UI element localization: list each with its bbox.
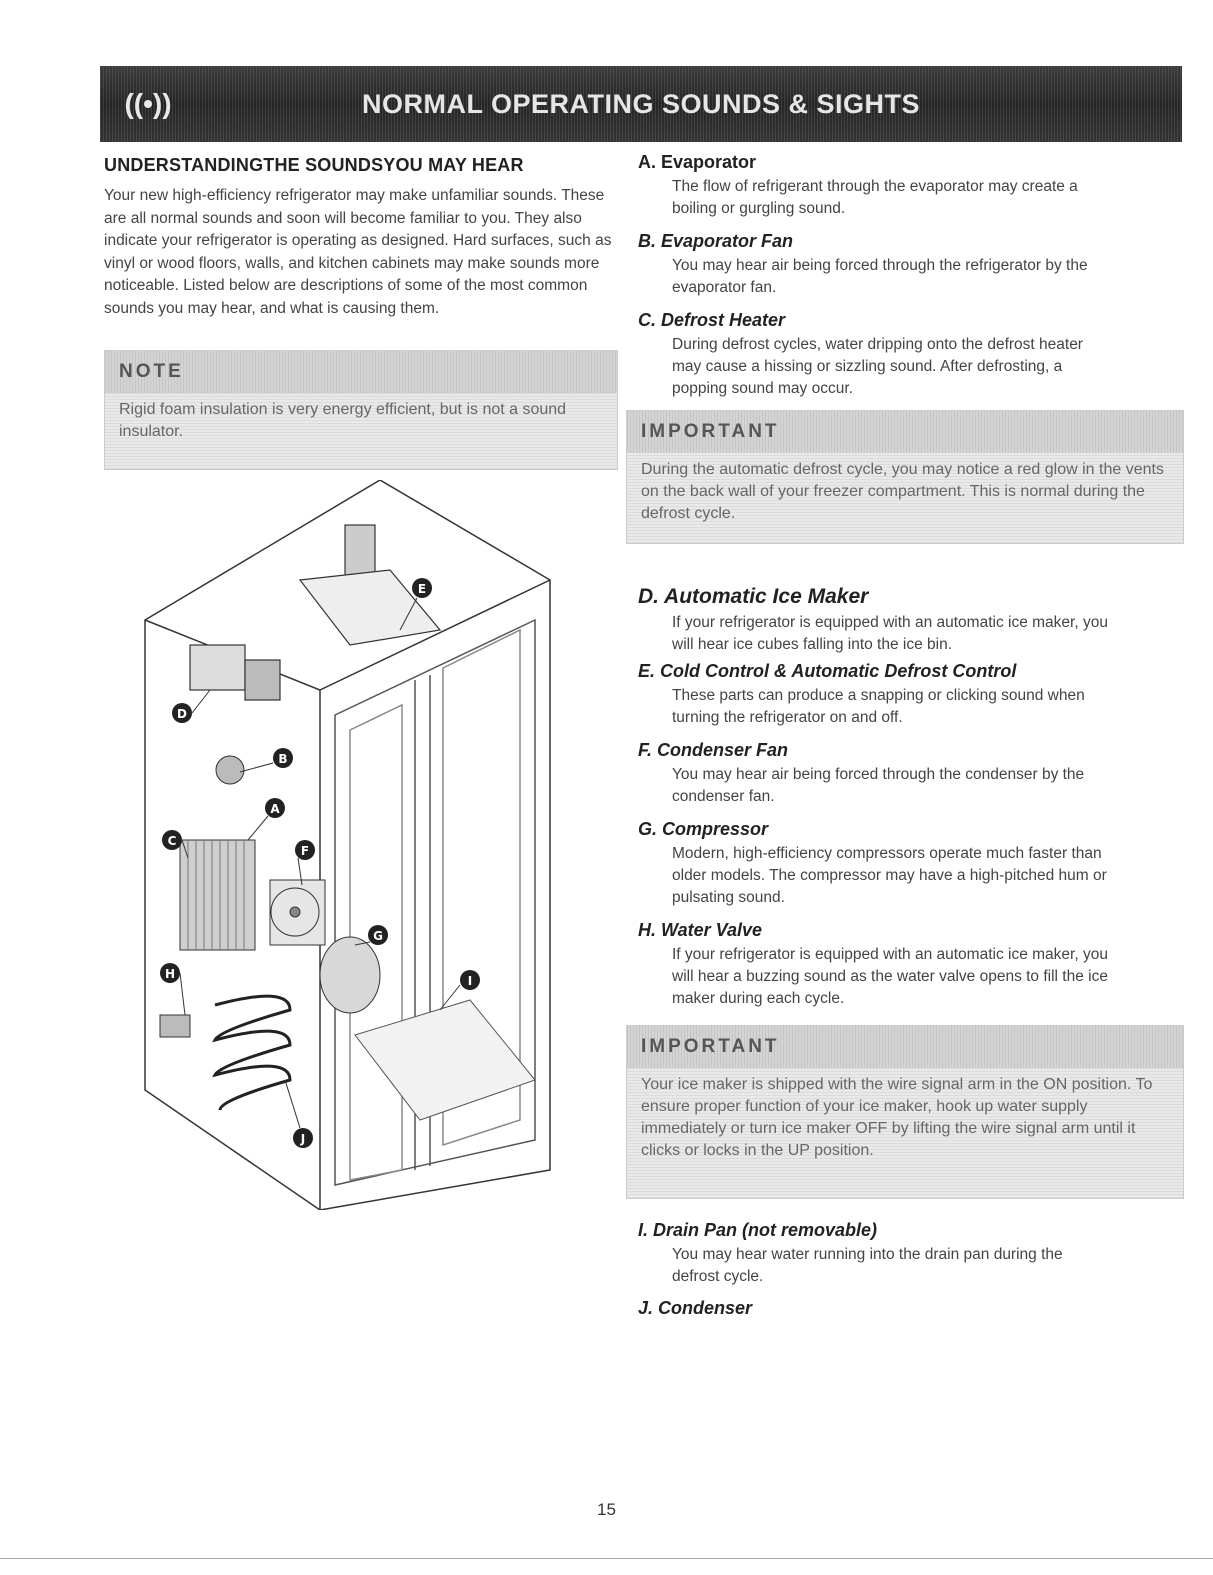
item-compressor [638,819,1108,909]
callout-h: H [164,967,176,981]
item-title: J. Condenser [638,1298,753,1318]
callout-d: D [177,707,187,721]
item-text: The flow of refrigerant through the evaporator may create a boiling or gurgling sound. [672,178,1078,217]
item-text: If your refrigerator is equipped with an automatic ice maker, you will hear a buzzing sound as the water valve opens to fill the ice maker during each cycle. [672,946,1108,1007]
item-condenser-fan [638,740,1108,808]
page-number: 15 [597,1500,616,1519]
important-label: IMPORTANT [627,411,1183,453]
item-automatic-ice-maker [638,585,1108,656]
important-callout-1 [626,410,1184,544]
item-drain-pan [638,1220,1108,1288]
intro-paragraph: Your new high-efficiency refrigerator may make unfamiliar sounds. These are all normal sounds and soon will become familiar to you. They also indicate your refrigerator is operating as designed. Hard surfaces, such as vinyl or wood floors, walls, and kitchen cabinets may make sounds more noticeable. Listed below are descriptions of some of the most common sounds you may hear, and what is causing them. [104,187,612,317]
item-text: Modern, high-efficiency compressors operate much faster than older models. The compressor may have a high-pitched hum or pulsating sound. [672,845,1107,906]
item-evaporator-fan [638,231,1108,299]
item-title: H. Water Valve [638,920,763,940]
important-text: During the automatic defrost cycle, you may notice a red glow in the vents on the back wall of your freezer compartment. This is normal during the defrost cycle. [641,461,1164,522]
note-text: Rigid foam insulation is very energy efficient, but is not a sound insulator. [119,401,567,440]
item-condenser [638,1298,1108,1322]
item-text: If your refrigerator is equipped with an automatic ice maker, you will hear ice cubes falling into the ice bin. [672,614,1108,653]
item-title: B. Evaporator Fan [638,231,794,251]
important-callout-2 [626,1025,1184,1199]
item-title: F. Condenser Fan [638,740,789,760]
section-banner [100,66,1182,142]
callout-i: I [467,974,473,988]
callout-c: C [167,834,177,848]
item-cold-control [638,661,1108,729]
note-label: NOTE [105,351,617,393]
callout-a: A [270,802,280,816]
item-title: D. Automatic Ice Maker [638,585,869,608]
item-title: G. Compressor [638,819,769,839]
banner-title: NORMAL OPERATING SOUNDS & SIGHTS [361,89,921,119]
item-text: You may hear air being forced through the refrigerator by the evaporator fan. [672,257,1088,296]
item-water-valve [638,920,1108,1010]
item-title: A. Evaporator [638,152,757,172]
item-text: You may hear air being forced through the condenser by the condenser fan. [672,766,1085,805]
refrigerator-diagram [140,480,570,1210]
callout-g: G [373,929,383,943]
item-text: These parts can produce a snapping or clicking sound when turning the refrigerator on and off. [672,687,1085,726]
sound-waves-icon: ((•)) [124,88,172,119]
item-title: C. Defrost Heater [638,310,786,330]
item-evaporator [638,152,1108,220]
bottom-rule [0,1558,1213,1559]
section-heading: UNDERSTANDINGTHE SOUNDSYOU MAY HEAR [104,155,524,175]
callout-e: E [417,582,427,596]
item-title: E. Cold Control & Automatic Defrost Control [638,661,1017,681]
important-label: IMPORTANT [627,1026,1183,1068]
item-text: During defrost cycles, water dripping onto the defrost heater may cause a hissing or sizzling sound. After defrosting, a popping sound may occur. [672,336,1083,397]
callout-b: B [278,752,288,766]
item-title: I. Drain Pan (not removable) [638,1220,878,1240]
important-text: Your ice maker is shipped with the wire signal arm in the ON position. To ensure proper function of your ice maker, hook up water supply immediately or turn ice maker OFF by lifting the wire signal arm until it clicks or locks in the UP position. [641,1076,1153,1159]
callout-j: J [300,1132,306,1146]
item-defrost-heater [638,310,1108,400]
note-callout [104,350,618,470]
callout-f: F [300,844,310,858]
item-text: You may hear water running into the drain pan during the defrost cycle. [672,1246,1063,1285]
